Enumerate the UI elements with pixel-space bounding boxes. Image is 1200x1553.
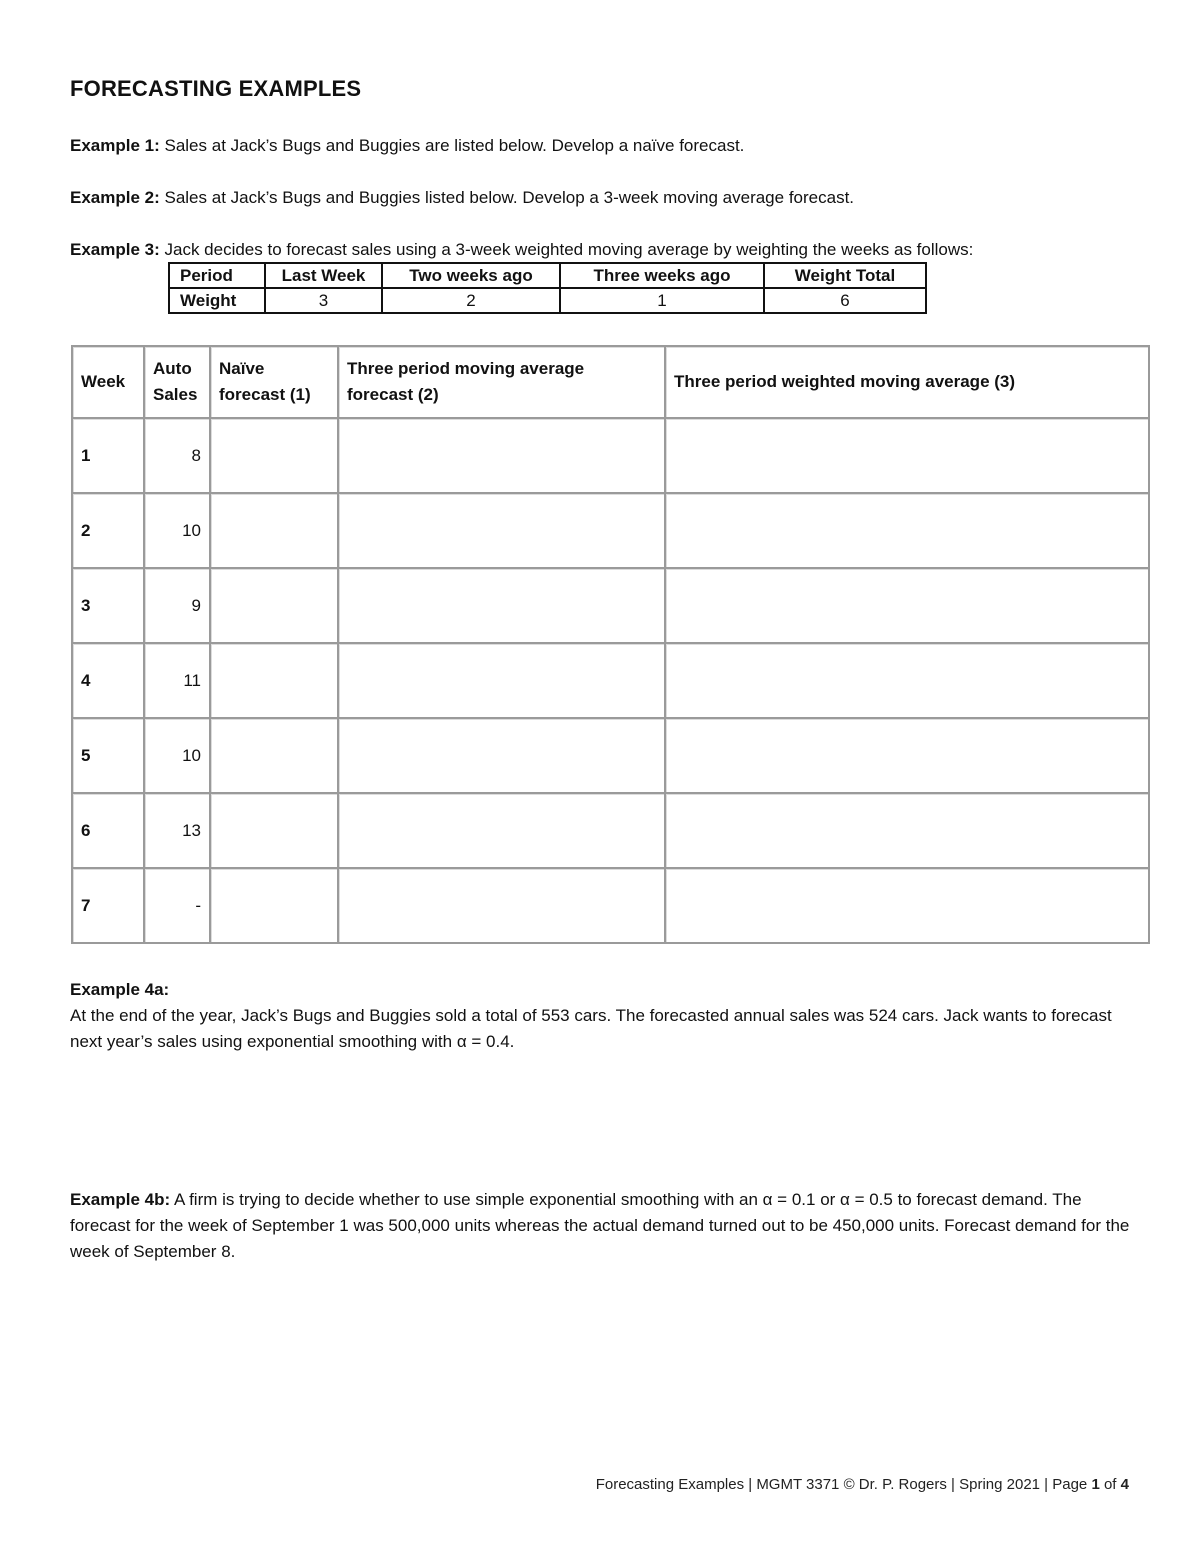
- header-week: Week: [73, 347, 145, 419]
- table-row: [73, 494, 1148, 569]
- weights-table: [168, 262, 927, 314]
- naive-forecast-cell[interactable]: [211, 794, 339, 869]
- weights-value-row: [169, 288, 926, 313]
- weight-value: 2: [382, 288, 560, 313]
- example-4b-label: Example 4b:: [70, 1190, 171, 1209]
- sales-cell: 10: [145, 719, 211, 794]
- naive-forecast-cell[interactable]: [211, 419, 339, 494]
- sales-cell: 8: [145, 419, 211, 494]
- sales-cell: -: [145, 869, 211, 942]
- example-1-text: Sales at Jack’s Bugs and Buggies are listed below. Develop a naïve forecast.: [159, 136, 745, 155]
- example-4b: [70, 1187, 1140, 1265]
- naive-forecast-cell[interactable]: [211, 869, 339, 942]
- weights-header-cell: Period: [169, 263, 265, 288]
- example-3: [70, 237, 1140, 263]
- example-1: [70, 133, 1140, 159]
- week-cell: 5: [73, 719, 145, 794]
- weight-total-value: 6: [764, 288, 926, 313]
- weighted-moving-average-cell[interactable]: [666, 869, 1148, 942]
- header-weighted-moving-average: Three period weighted moving average (3): [666, 347, 1148, 419]
- header-moving-average: [339, 347, 666, 419]
- week-cell: 7: [73, 869, 145, 942]
- table-row: [73, 719, 1148, 794]
- week-cell: 2: [73, 494, 145, 569]
- example-2: [70, 185, 1140, 211]
- week-cell: 4: [73, 644, 145, 719]
- naive-forecast-cell[interactable]: [211, 719, 339, 794]
- header-ma-line1: Three period moving average: [347, 359, 585, 378]
- week-cell: 3: [73, 569, 145, 644]
- weighted-moving-average-cell[interactable]: [666, 644, 1148, 719]
- weights-header-cell: Three weeks ago: [560, 263, 764, 288]
- weights-header-cell: Last Week: [265, 263, 382, 288]
- footer-text: Forecasting Examples | MGMT 3371 © Dr. P. Rogers | Spring 2021 | Page: [595, 1476, 1092, 1493]
- naive-forecast-cell[interactable]: [211, 494, 339, 569]
- forecast-header-row: [73, 347, 1148, 419]
- page-footer: [596, 1476, 1129, 1493]
- footer-page-total: 4: [1120, 1476, 1129, 1493]
- moving-average-cell[interactable]: [339, 794, 666, 869]
- sales-cell: 10: [145, 494, 211, 569]
- weights-header-cell: Two weeks ago: [382, 263, 560, 288]
- header-naive-line1: Naïve: [219, 359, 265, 378]
- example-4a-text: At the end of the year, Jack’s Bugs and Buggies sold a total of 553 cars. The forecasted annual sales was 524 cars. Jack wants to forecast next year’s sales using exponential smoothing with α = 0.4.: [70, 1006, 1112, 1051]
- weights-row-label: Weight: [169, 288, 265, 313]
- footer-of: of: [1099, 1476, 1121, 1493]
- sales-cell: 9: [145, 569, 211, 644]
- weighted-moving-average-cell[interactable]: [666, 719, 1148, 794]
- week-cell: 6: [73, 794, 145, 869]
- example-4a: [70, 977, 1140, 1055]
- example-3-label: Example 3:: [70, 240, 160, 259]
- weighted-moving-average-cell[interactable]: [666, 494, 1148, 569]
- header-ma-line2: forecast (2): [347, 385, 439, 404]
- sales-cell: 13: [145, 794, 211, 869]
- header-auto-sales-line1: Auto: [153, 359, 192, 378]
- weighted-moving-average-cell[interactable]: [666, 419, 1148, 494]
- example-2-label: Example 2:: [70, 188, 160, 207]
- table-row: [73, 419, 1148, 494]
- weighted-moving-average-cell[interactable]: [666, 569, 1148, 644]
- header-auto-sales-line2: Sales: [153, 385, 198, 404]
- moving-average-cell[interactable]: [339, 419, 666, 494]
- moving-average-cell[interactable]: [339, 494, 666, 569]
- weight-value: 1: [560, 288, 764, 313]
- moving-average-cell[interactable]: [339, 869, 666, 942]
- example-3-text: Jack decides to forecast sales using a 3-week weighted moving average by weighting the weeks as follows:: [159, 240, 974, 259]
- weighted-moving-average-cell[interactable]: [666, 794, 1148, 869]
- page-title: FORECASTING EXAMPLES: [70, 76, 362, 101]
- sales-cell: 11: [145, 644, 211, 719]
- naive-forecast-cell[interactable]: [211, 644, 339, 719]
- table-row: [73, 569, 1148, 644]
- naive-forecast-cell[interactable]: [211, 569, 339, 644]
- week-cell: 1: [73, 419, 145, 494]
- header-auto-sales: [145, 347, 211, 419]
- moving-average-cell[interactable]: [339, 719, 666, 794]
- moving-average-cell[interactable]: [339, 644, 666, 719]
- example-2-text: Sales at Jack’s Bugs and Buggies listed below. Develop a 3-week moving average forecast.: [159, 188, 855, 207]
- table-row: [73, 794, 1148, 869]
- weights-header-cell: Weight Total: [764, 263, 926, 288]
- footer-page-number: 1: [1091, 1476, 1100, 1493]
- table-row: [73, 644, 1148, 719]
- weight-value: 3: [265, 288, 382, 313]
- table-row: [73, 869, 1148, 942]
- example-1-label: Example 1:: [70, 136, 160, 155]
- example-4b-text: A firm is trying to decide whether to use simple exponential smoothing with an α = 0.1 or α = 0.5 to forecast demand. The forecast for the week of September 1 was 500,000 units whereas the actual demand turned out to be 450,000 units. Forecast demand for the week of September 8.: [70, 1190, 1130, 1261]
- weights-header-row: [169, 263, 926, 288]
- moving-average-cell[interactable]: [339, 569, 666, 644]
- header-naive-line2: forecast (1): [219, 385, 311, 404]
- example-4a-label: Example 4a:: [70, 980, 170, 999]
- forecast-table: [71, 345, 1150, 944]
- header-naive-forecast: [211, 347, 339, 419]
